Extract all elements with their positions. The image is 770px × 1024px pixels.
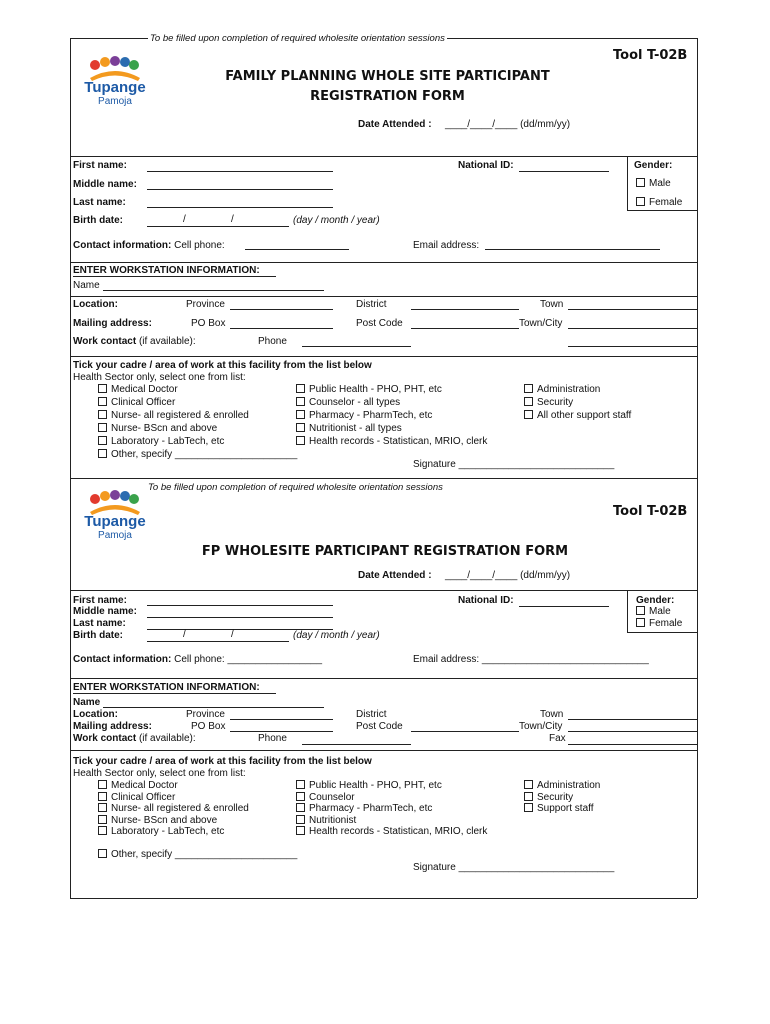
checkbox-icon[interactable] bbox=[98, 449, 107, 458]
form-title-line2: REGISTRATION FORM bbox=[310, 89, 465, 104]
cell-phone-label: Cell phone: bbox=[174, 240, 225, 251]
birth-date-sep: / bbox=[183, 214, 186, 225]
cadre-option[interactable] bbox=[524, 792, 573, 803]
work-contact-note: (if available): bbox=[138, 733, 196, 744]
cadre-option[interactable] bbox=[296, 815, 356, 826]
work-contact-note: (if available): bbox=[138, 336, 196, 347]
cadre-option[interactable] bbox=[296, 803, 432, 814]
checkbox-icon[interactable] bbox=[524, 780, 533, 789]
checkbox-icon[interactable] bbox=[296, 384, 305, 393]
last-name-label: Last name: bbox=[73, 618, 126, 629]
cadre-option[interactable] bbox=[98, 384, 178, 395]
birth-date-sep: / bbox=[183, 629, 186, 640]
cadre-option[interactable] bbox=[296, 384, 442, 395]
po-box-field[interactable] bbox=[230, 731, 333, 732]
cadre-option-label: Medical Doctor bbox=[111, 384, 178, 395]
contact-label: Contact information: bbox=[73, 654, 172, 665]
first-name-label: First name: bbox=[73, 595, 127, 606]
logo-sub-text: Pamoja bbox=[98, 530, 132, 541]
cadre-option-label: Clinical Officer bbox=[111, 792, 176, 803]
cadre-option[interactable] bbox=[98, 397, 175, 408]
birth-date-sep: / bbox=[231, 629, 234, 640]
birth-date-sep: / bbox=[231, 214, 234, 225]
province-label: Province bbox=[186, 709, 225, 720]
cadre-option[interactable] bbox=[296, 436, 487, 447]
cadre-option[interactable] bbox=[98, 436, 224, 447]
cadre-option-label: Nurse- BScn and above bbox=[111, 423, 218, 434]
first-name-label: First name: bbox=[73, 160, 127, 171]
location-label: Location: bbox=[73, 709, 118, 720]
email-row bbox=[413, 654, 649, 665]
workstation-name-label: Name bbox=[73, 697, 101, 708]
middle-name-label: Middle name: bbox=[73, 606, 137, 617]
form-title-line1: FAMILY PLANNING WHOLE SITE PARTICIPANT bbox=[225, 69, 550, 84]
post-code-field[interactable] bbox=[411, 731, 519, 732]
gender-box-left bbox=[627, 156, 628, 210]
gender-label: Gender: bbox=[636, 595, 675, 606]
frame-right bbox=[697, 478, 698, 898]
section-divider bbox=[70, 262, 697, 263]
cadre-option-label: Nutritionist bbox=[309, 815, 357, 826]
checkbox-icon[interactable] bbox=[98, 436, 107, 445]
work-contact-label: Work contact bbox=[73, 733, 137, 744]
middle-name-field[interactable] bbox=[147, 617, 333, 618]
cadre-subheading: Health Sector only, select one from list: bbox=[73, 372, 246, 383]
cadre-option[interactable] bbox=[296, 780, 442, 791]
tool-label: Tool T-02B bbox=[613, 504, 688, 519]
first-name-field[interactable] bbox=[147, 605, 333, 606]
birth-date-field[interactable] bbox=[147, 641, 289, 642]
workstation-name-label: Name bbox=[73, 280, 100, 291]
section-divider bbox=[70, 356, 697, 357]
cadre-option[interactable] bbox=[296, 792, 355, 803]
mailing-address-label: Mailing address: bbox=[73, 318, 152, 329]
middle-name-field[interactable] bbox=[147, 189, 333, 190]
phone-field[interactable] bbox=[302, 346, 411, 347]
birth-date-label: Birth date: bbox=[73, 215, 123, 226]
cadre-option-label: Medical Doctor bbox=[111, 780, 178, 791]
cadre-option-label: Nutritionist - all types bbox=[309, 423, 402, 434]
gender-male-label: Male bbox=[649, 606, 671, 617]
province-field[interactable] bbox=[230, 719, 333, 720]
date-attended-label: Date Attended : bbox=[358, 119, 432, 130]
birth-date-label: Birth date: bbox=[73, 630, 123, 641]
checkbox-icon[interactable] bbox=[98, 397, 107, 406]
cadre-option[interactable] bbox=[524, 410, 631, 421]
work-contact-label: Work contact bbox=[73, 336, 137, 347]
last-name-label: Last name: bbox=[73, 197, 126, 208]
town-label: Town bbox=[540, 299, 564, 310]
gender-box-left bbox=[627, 590, 628, 632]
phone-field[interactable] bbox=[302, 744, 411, 745]
contact-label: Contact information: bbox=[73, 240, 172, 251]
cadre-option-other[interactable] bbox=[98, 849, 297, 860]
workstation-heading: ENTER WORKSTATION INFORMATION: bbox=[73, 682, 260, 693]
contact-row bbox=[73, 654, 322, 665]
post-code-label: Post Code bbox=[356, 318, 403, 329]
checkbox-icon[interactable] bbox=[636, 197, 645, 206]
gender-male-option[interactable] bbox=[636, 606, 671, 617]
section-divider bbox=[70, 156, 697, 157]
checkbox-icon[interactable] bbox=[98, 826, 107, 835]
form-title: FP WHOLESITE PARTICIPANT REGISTRATION FORM bbox=[201, 544, 569, 559]
checkbox-icon[interactable] bbox=[98, 384, 107, 393]
checkbox-icon[interactable] bbox=[98, 792, 107, 801]
checkbox-icon[interactable] bbox=[98, 803, 107, 812]
workstation-heading: ENTER WORKSTATION INFORMATION: bbox=[73, 265, 260, 276]
cadre-option[interactable] bbox=[296, 826, 487, 837]
frame-left bbox=[70, 478, 71, 898]
cadre-option-label: Security bbox=[537, 792, 574, 803]
checkbox-icon[interactable] bbox=[636, 178, 645, 187]
cadre-option[interactable] bbox=[98, 780, 178, 791]
cadre-option[interactable] bbox=[98, 423, 217, 434]
province-label: Province bbox=[186, 299, 225, 310]
location-label: Location: bbox=[73, 299, 118, 310]
fax-label: Fax bbox=[549, 733, 566, 744]
po-box-label: PO Box bbox=[191, 318, 226, 329]
section-divider bbox=[70, 750, 697, 751]
section-divider bbox=[70, 590, 697, 591]
national-id-field[interactable] bbox=[519, 606, 609, 607]
checkbox-icon[interactable] bbox=[296, 397, 305, 406]
cadre-option[interactable] bbox=[296, 410, 432, 421]
cadre-option-label: Counselor - all types bbox=[309, 397, 401, 408]
gender-male-option[interactable] bbox=[636, 178, 671, 189]
cadre-option-label: Counselor bbox=[309, 792, 355, 803]
gender-box-bottom bbox=[627, 210, 697, 211]
birth-date-hint: (day / month / year) bbox=[293, 215, 380, 226]
checkbox-icon[interactable] bbox=[98, 849, 107, 858]
email-field[interactable] bbox=[485, 249, 660, 250]
gender-female-label: Female bbox=[649, 618, 683, 629]
checkbox-icon[interactable] bbox=[296, 826, 305, 835]
header-note: To be filled upon completion of required wholesite orientation sessions bbox=[148, 482, 443, 493]
phone-label: Phone bbox=[258, 336, 287, 347]
logo-brand-text: Tupange bbox=[84, 79, 146, 96]
tool-label: Tool T-02B bbox=[613, 48, 688, 63]
town-city-label: Town/City bbox=[519, 721, 563, 732]
town-city-field[interactable] bbox=[568, 731, 697, 732]
mailing-address-label: Mailing address: bbox=[73, 721, 152, 732]
frame-right bbox=[697, 38, 698, 478]
town-city-field[interactable] bbox=[568, 328, 697, 329]
birth-date-hint: (day / month / year) bbox=[293, 630, 380, 641]
district-field[interactable] bbox=[411, 309, 519, 310]
checkbox-icon[interactable] bbox=[296, 780, 305, 789]
gender-box-bottom bbox=[627, 632, 697, 633]
cadre-option-label: Health records - Statistican, MRIO, clerk bbox=[309, 436, 488, 447]
cadre-option-label: Other, specify ______________________ bbox=[111, 849, 298, 860]
heading-underline bbox=[73, 276, 276, 277]
fax-field[interactable] bbox=[568, 744, 697, 745]
cadre-option-label: Laboratory - LabTech, etc bbox=[111, 826, 225, 837]
town-city-label: Town/City bbox=[519, 318, 563, 329]
middle-name-label: Middle name: bbox=[73, 179, 137, 190]
checkbox-icon[interactable] bbox=[524, 397, 533, 406]
frame-bottom bbox=[70, 898, 697, 899]
district-label: District bbox=[356, 709, 387, 720]
birth-date-field[interactable] bbox=[147, 226, 289, 227]
work-contact-row bbox=[73, 336, 196, 347]
cadre-option-label: Nurse- all registered & enrolled bbox=[111, 410, 249, 421]
cadre-option-label: Other, specify ______________________ bbox=[111, 449, 298, 460]
post-code-field[interactable] bbox=[411, 328, 519, 329]
cadre-option-label: All other support staff bbox=[537, 410, 632, 421]
cadre-option-label: Health records - Statistican, MRIO, clerk bbox=[309, 826, 488, 837]
frame-top bbox=[70, 478, 697, 479]
frame-left bbox=[70, 38, 71, 478]
date-attended-field[interactable]: ____/____/____ (dd/mm/yy) bbox=[445, 570, 571, 581]
work-contact-row bbox=[73, 733, 196, 744]
province-field[interactable] bbox=[230, 309, 333, 310]
district-label: District bbox=[356, 299, 387, 310]
tupange-logo bbox=[78, 488, 152, 544]
gender-female-option[interactable] bbox=[636, 618, 682, 629]
cadre-option-label: Security bbox=[537, 397, 574, 408]
checkbox-icon[interactable] bbox=[524, 803, 533, 812]
fax-field[interactable] bbox=[568, 346, 697, 347]
gender-label: Gender: bbox=[634, 160, 673, 171]
date-attended-field[interactable]: ____/____/____ (dd/mm/yy) bbox=[445, 119, 571, 130]
last-name-field[interactable] bbox=[147, 207, 333, 208]
cadre-heading: Tick your cadre / area of work at this facility from the list below bbox=[73, 360, 372, 371]
checkbox-icon[interactable] bbox=[296, 803, 305, 812]
workstation-name-field[interactable] bbox=[103, 290, 324, 291]
cadre-option-label: Nurse- BScn and above bbox=[111, 815, 218, 826]
cadre-option[interactable] bbox=[296, 397, 400, 408]
cadre-option[interactable] bbox=[98, 803, 249, 814]
cadre-option-label: Pharmacy - PharmTech, etc bbox=[309, 803, 433, 814]
post-code-label: Post Code bbox=[356, 721, 403, 732]
logo-brand-text: Tupange bbox=[84, 513, 146, 530]
checkbox-icon[interactable] bbox=[296, 436, 305, 445]
date-attended-label: Date Attended : bbox=[358, 570, 432, 581]
cadre-option[interactable] bbox=[98, 792, 175, 803]
cell-phone-field[interactable]: _________________ bbox=[227, 654, 323, 665]
cadre-option[interactable] bbox=[296, 423, 402, 434]
gender-female-label: Female bbox=[649, 197, 683, 208]
checkbox-icon[interactable] bbox=[296, 815, 305, 824]
cadre-option[interactable] bbox=[524, 397, 573, 408]
tupange-logo bbox=[78, 54, 152, 110]
national-id-field[interactable] bbox=[519, 171, 609, 172]
section-divider bbox=[70, 678, 697, 679]
checkbox-icon[interactable] bbox=[296, 410, 305, 419]
email-label: Email address: bbox=[413, 654, 480, 665]
cadre-heading: Tick your cadre / area of work at this facility from the list below bbox=[73, 756, 372, 767]
cadre-option-label: Clinical Officer bbox=[111, 397, 176, 408]
cadre-option-label: Nurse- all registered & enrolled bbox=[111, 803, 249, 814]
checkbox-icon[interactable] bbox=[98, 780, 107, 789]
town-field[interactable] bbox=[568, 309, 697, 310]
row-divider bbox=[70, 296, 697, 297]
cadre-option-label: Pharmacy - PharmTech, etc bbox=[309, 410, 433, 421]
checkbox-icon[interactable] bbox=[296, 792, 305, 801]
contact-row bbox=[73, 240, 225, 251]
gender-female-option[interactable] bbox=[636, 197, 682, 208]
cadre-option-label: Public Health - PHO, PHT, etc bbox=[309, 384, 442, 395]
workstation-name-field[interactable] bbox=[103, 707, 324, 708]
checkbox-icon[interactable] bbox=[636, 606, 645, 615]
gender-male-label: Male bbox=[649, 178, 671, 189]
town-field[interactable] bbox=[568, 719, 697, 720]
checkbox-icon[interactable] bbox=[524, 792, 533, 801]
town-label: Town bbox=[540, 709, 564, 720]
header-note: To be filled upon completion of required wholesite orientation sessions bbox=[150, 33, 445, 44]
cadre-option[interactable] bbox=[524, 803, 594, 814]
cadre-option-label: Support staff bbox=[537, 803, 594, 814]
cadre-option[interactable] bbox=[524, 384, 600, 395]
signature-field[interactable]: Signature ____________________________ bbox=[413, 459, 615, 470]
po-box-field[interactable] bbox=[230, 328, 333, 329]
cadre-subheading: Health Sector only, select one from list: bbox=[73, 768, 246, 779]
cadre-option-other[interactable] bbox=[98, 449, 297, 460]
cadre-option[interactable] bbox=[98, 826, 224, 837]
first-name-field[interactable] bbox=[147, 171, 333, 172]
po-box-label: PO Box bbox=[191, 721, 226, 732]
cadre-option[interactable] bbox=[98, 410, 249, 421]
checkbox-icon[interactable] bbox=[98, 410, 107, 419]
logo-sub-text: Pamoja bbox=[98, 96, 132, 107]
national-id-label: National ID: bbox=[458, 595, 514, 606]
checkbox-icon[interactable] bbox=[524, 384, 533, 393]
cadre-option-label: Administration bbox=[537, 780, 601, 791]
cadre-option[interactable] bbox=[524, 780, 600, 791]
heading-underline bbox=[73, 693, 276, 694]
cadre-option-label: Administration bbox=[537, 384, 601, 395]
phone-label: Phone bbox=[258, 733, 287, 744]
email-label: Email address: bbox=[413, 240, 480, 251]
checkbox-icon[interactable] bbox=[98, 423, 107, 432]
email-field[interactable]: ______________________________ bbox=[481, 654, 649, 665]
cadre-option[interactable] bbox=[98, 815, 217, 826]
cadre-option-label: Public Health - PHO, PHT, etc bbox=[309, 780, 442, 791]
checkbox-icon[interactable] bbox=[98, 815, 107, 824]
signature-field[interactable]: Signature ____________________________ bbox=[413, 862, 615, 873]
national-id-label: National ID: bbox=[458, 160, 514, 171]
cadre-option-label: Laboratory - LabTech, etc bbox=[111, 436, 225, 447]
checkbox-icon[interactable] bbox=[296, 423, 305, 432]
cell-phone-label: Cell phone: bbox=[174, 654, 225, 665]
cell-phone-field[interactable] bbox=[245, 249, 349, 250]
checkbox-icon[interactable] bbox=[636, 618, 645, 627]
checkbox-icon[interactable] bbox=[524, 410, 533, 419]
